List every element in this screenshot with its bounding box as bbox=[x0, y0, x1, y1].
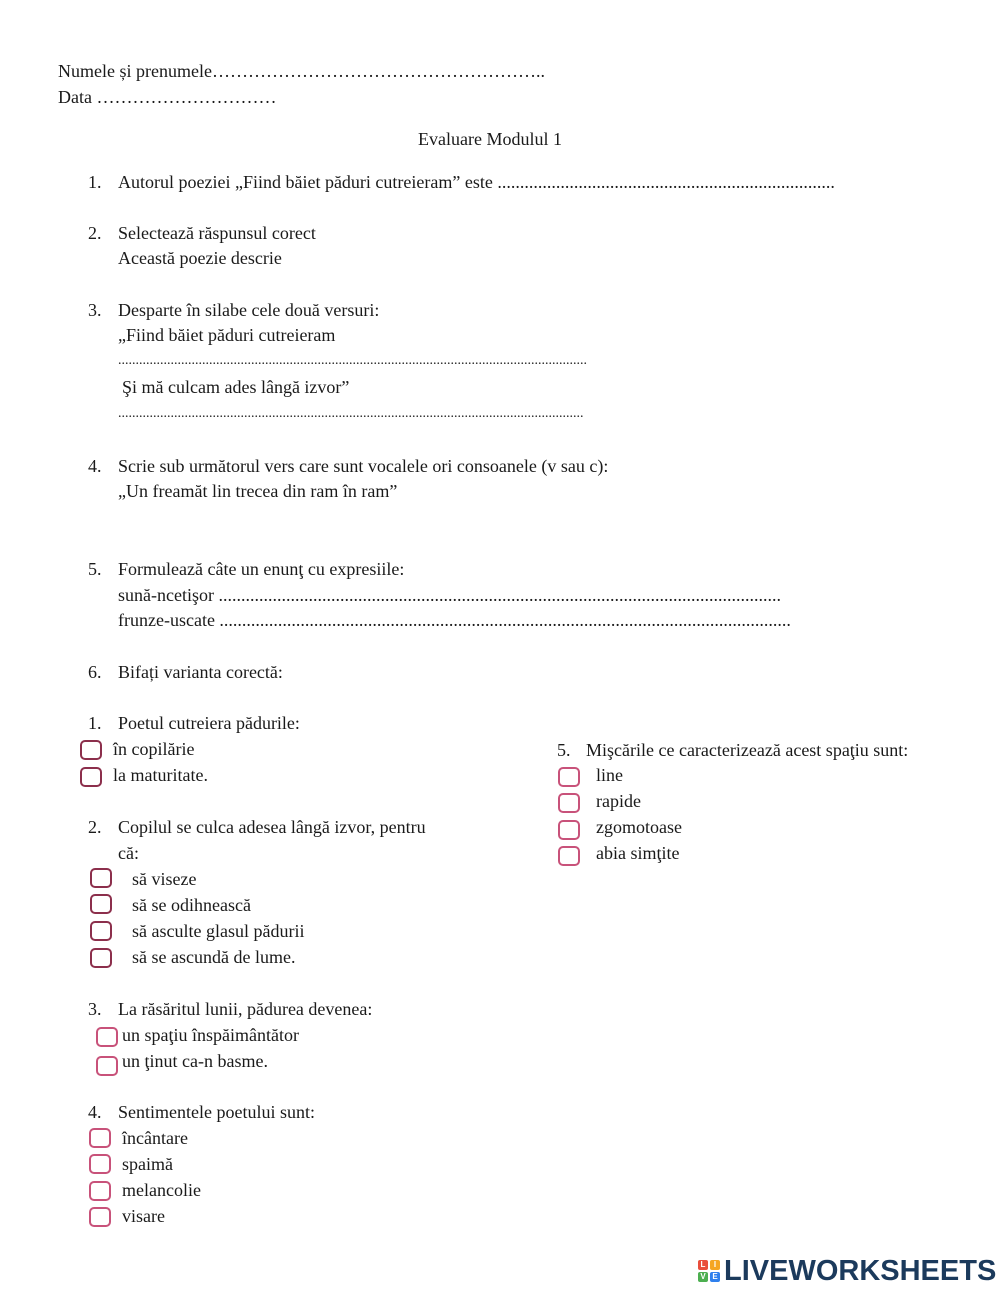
question-1-number: 1. bbox=[88, 172, 102, 192]
sub-4-option-2: spaimă bbox=[122, 1154, 173, 1174]
question-6-text: Bifați varianta corectă: bbox=[118, 662, 283, 682]
question-3-answer-line-2: ..................................................................................................................................... bbox=[118, 406, 584, 421]
question-4-verse: „Un freamăt lin trecea din ram în ram” bbox=[118, 481, 398, 501]
question-4-text: Scrie sub următorul vers care sunt vocalele ori consoanele (v sau c): bbox=[118, 456, 609, 476]
sub-3-option-1: un spaţiu înspăimântător bbox=[122, 1025, 299, 1045]
sub-3-checkbox-2[interactable] bbox=[96, 1056, 118, 1076]
sub-3-option-2: un ţinut ca-n basme. bbox=[122, 1051, 268, 1071]
sub-1-option-1: în copilărie bbox=[113, 739, 195, 759]
sub-1-text: Poetul cutreiera pădurile: bbox=[118, 713, 300, 733]
date-line: Data ………………………… bbox=[58, 87, 277, 107]
sub-2-option-4: să se ascundă de lume. bbox=[132, 947, 296, 967]
sub-1-number: 1. bbox=[88, 713, 102, 733]
question-1-text: Autorul poeziei „Fiind băiet păduri cutreieram” este ........................................................................... bbox=[118, 172, 835, 192]
question-4-number: 4. bbox=[88, 456, 102, 476]
sub-4-option-4: visare bbox=[122, 1206, 165, 1226]
sub-3-checkbox-1[interactable] bbox=[96, 1027, 118, 1047]
sub-4-checkbox-4[interactable] bbox=[89, 1207, 111, 1227]
sub-4-checkbox-3[interactable] bbox=[89, 1181, 111, 1201]
sub-4-option-3: melancolie bbox=[122, 1180, 201, 1200]
page-title: Evaluare Modulul 1 bbox=[418, 129, 562, 149]
sub-4-option-1: încântare bbox=[122, 1128, 188, 1148]
sub-4-checkbox-2[interactable] bbox=[89, 1154, 111, 1174]
sub-4-number: 4. bbox=[88, 1102, 102, 1122]
sub-2-checkbox-3[interactable] bbox=[90, 921, 112, 941]
logo-mark-l: L bbox=[698, 1260, 708, 1270]
sub-1-checkbox-2[interactable] bbox=[80, 767, 102, 787]
name-line: Numele și prenumele……………………………………………….. bbox=[58, 61, 545, 81]
sub-2-text-cont: că: bbox=[118, 843, 139, 863]
logo-mark-e: E bbox=[710, 1272, 720, 1282]
sub-3-number: 3. bbox=[88, 999, 102, 1019]
sub-2-number: 2. bbox=[88, 817, 102, 837]
sub-5-option-3: zgomotoase bbox=[596, 817, 682, 837]
sub-2-checkbox-1[interactable] bbox=[90, 868, 112, 888]
sub-5-option-4: abia simţite bbox=[596, 843, 680, 863]
question-2-text: Selectează răspunsul corect bbox=[118, 223, 316, 243]
sub-5-number: 5. bbox=[557, 740, 571, 760]
sub-5-checkbox-2[interactable] bbox=[558, 793, 580, 813]
sub-2-checkbox-2[interactable] bbox=[90, 894, 112, 914]
sub-2-option-1: să viseze bbox=[132, 869, 197, 889]
logo-mark-icon bbox=[698, 1260, 720, 1282]
liveworksheets-logo bbox=[698, 1255, 996, 1287]
sub-5-option-1: line bbox=[596, 765, 623, 785]
sub-4-checkbox-1[interactable] bbox=[89, 1128, 111, 1148]
question-2-subtext: Această poezie descrie bbox=[118, 248, 282, 268]
logo-text: LIVEWORKSHEETS bbox=[724, 1254, 997, 1287]
question-5-expression-1: sună-ncetişor ............................................................................................................................. bbox=[118, 585, 781, 605]
question-3-answer-line-1: ...................................................................................................................................... bbox=[118, 353, 587, 368]
question-5-text: Formulează câte un enunţ cu expresiile: bbox=[118, 559, 405, 579]
question-5-expression-2: frunze-uscate ............................................................................................................................... bbox=[118, 610, 791, 630]
question-3-verse-1: „Fiind băiet păduri cutreieram bbox=[118, 325, 336, 345]
sub-2-checkbox-4[interactable] bbox=[90, 948, 112, 968]
sub-5-checkbox-4[interactable] bbox=[558, 846, 580, 866]
logo-mark-v: V bbox=[698, 1272, 708, 1282]
sub-5-checkbox-1[interactable] bbox=[558, 767, 580, 787]
sub-3-text: La răsăritul lunii, pădurea devenea: bbox=[118, 999, 373, 1019]
sub-2-option-2: să se odihnească bbox=[132, 895, 251, 915]
sub-2-option-3: să asculte glasul pădurii bbox=[132, 921, 305, 941]
sub-4-text: Sentimentele poetului sunt: bbox=[118, 1102, 315, 1122]
question-6-number: 6. bbox=[88, 662, 102, 682]
sub-2-text: Copilul se culca adesea lângă izvor, pentru bbox=[118, 817, 426, 837]
sub-1-option-2: la maturitate. bbox=[113, 765, 208, 785]
sub-5-text: Mişcările ce caracterizează acest spaţiu sunt: bbox=[586, 740, 909, 760]
sub-1-checkbox-1[interactable] bbox=[80, 740, 102, 760]
logo-mark-i: I bbox=[710, 1260, 720, 1270]
question-3-verse-2: Şi mă culcam ades lângă izvor” bbox=[122, 377, 350, 397]
question-2-number: 2. bbox=[88, 223, 102, 243]
sub-5-option-2: rapide bbox=[596, 791, 641, 811]
question-5-number: 5. bbox=[88, 559, 102, 579]
sub-5-checkbox-3[interactable] bbox=[558, 820, 580, 840]
question-3-number: 3. bbox=[88, 300, 102, 320]
question-3-text: Desparte în silabe cele două versuri: bbox=[118, 300, 380, 320]
